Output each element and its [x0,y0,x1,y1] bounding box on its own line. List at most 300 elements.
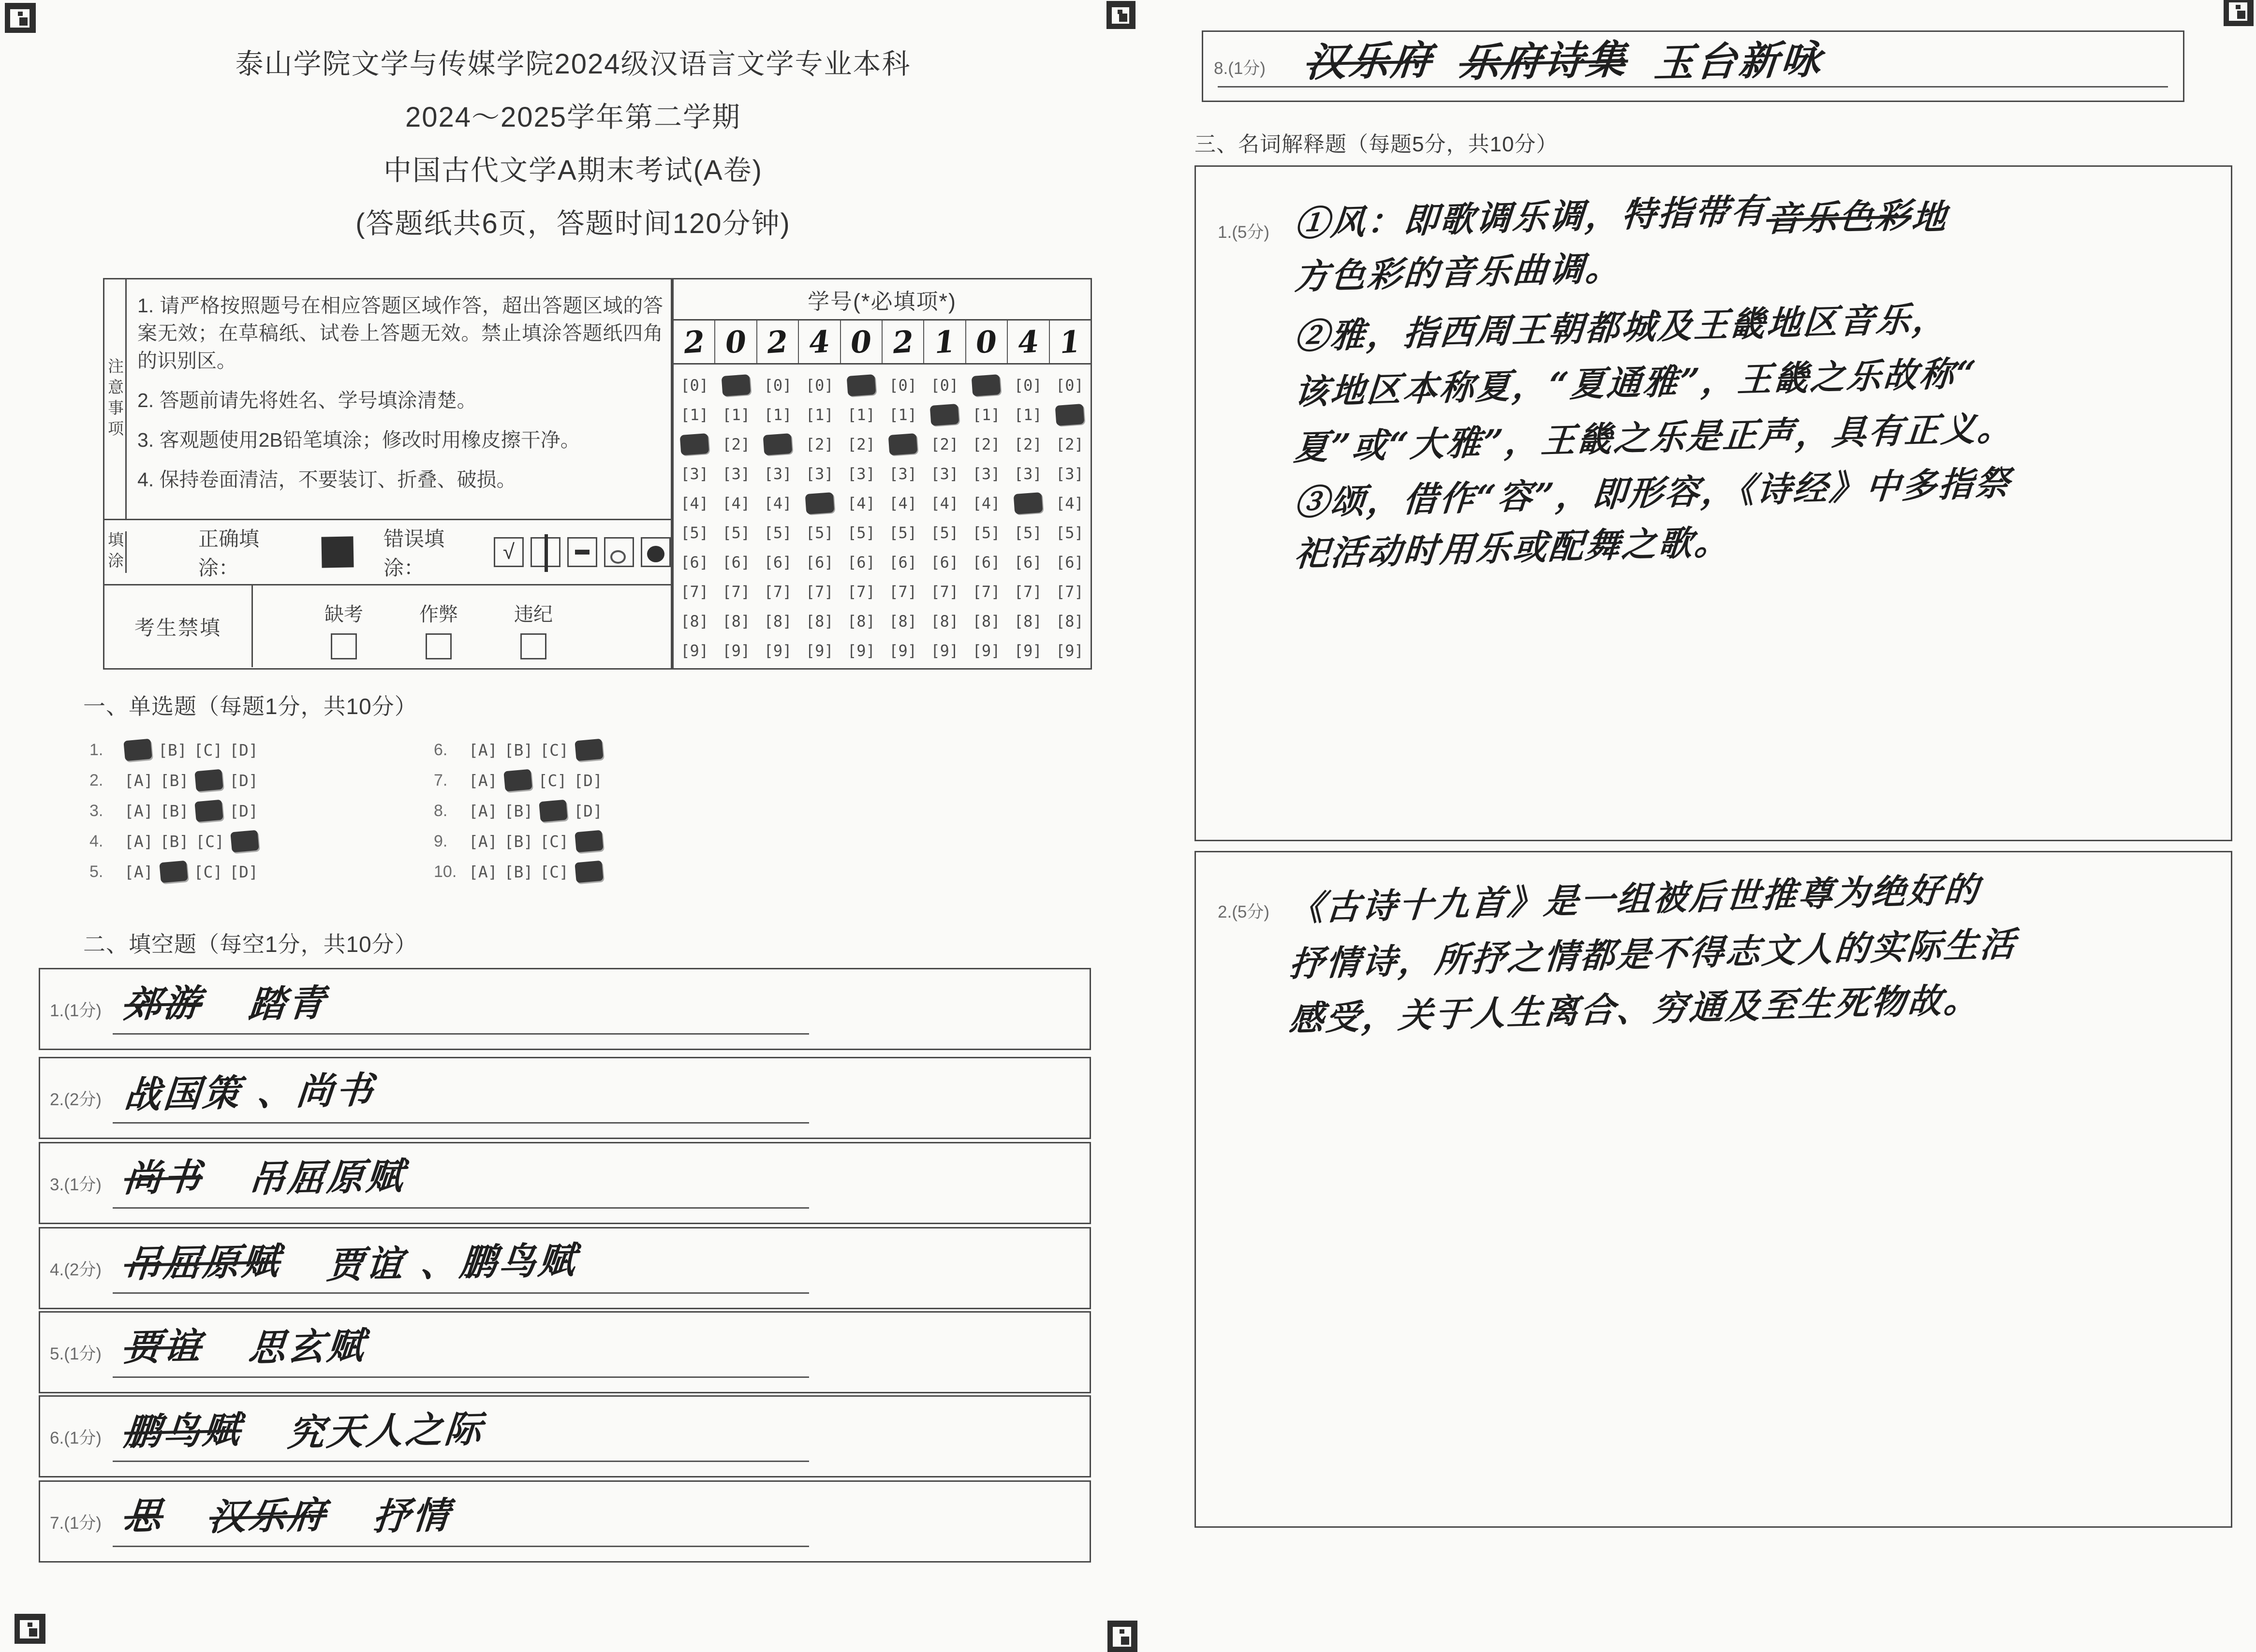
mc-question-row [89,861,265,883]
id-bubble: [9] [722,641,751,660]
mc-question-row [434,861,609,883]
term-label-2: 2.(5分) [1218,903,1269,921]
mc-filled-bubble [575,739,603,761]
corner-marker-bottom-left [15,1614,45,1644]
handwritten-answer-part: 思玄赋 [247,1324,369,1370]
id-bubble: [8] [722,612,751,630]
id-bubble: [6] [805,553,834,571]
answer-line [113,1207,809,1209]
mc-option: [A] [469,771,498,790]
id-bubble: [1] [847,405,875,424]
mc-option: [A] [469,862,498,881]
student-id-digit-cell [799,321,840,363]
wrong-mark-small-circle-icon [604,537,634,567]
id-bubble: [8] [847,612,875,630]
id-bubble: [8] [889,612,917,630]
mc-question-row [89,830,265,852]
student-id-digit-cell [841,321,883,363]
id-bubble: [2] [847,435,875,453]
mc-option: [D] [229,771,258,790]
mc-filled-bubble [194,800,223,822]
id-bubble: [5] [972,523,1001,542]
id-bubble: [0] [889,376,917,395]
handwritten-segment: 《古诗十九首》是一组被后世推尊为绝好的 [1287,869,1982,929]
student-id-digit-cell [924,321,966,363]
wrong-fill-label: 错误填涂： [383,527,445,579]
handwritten-answer-part: 玉台新咏 [1652,36,1825,87]
term-answer-box-1 [1194,165,2232,841]
mc-filled-bubble [123,739,152,761]
mc-filled-bubble [575,861,603,883]
fill-blank-box [39,1227,1091,1309]
mc-option: [C] [193,862,223,881]
id-bubble: [7] [972,582,1001,601]
id-bubble: [9] [889,641,917,660]
mc-option: [D] [574,801,603,820]
handwritten-answer-part: 战国策 、尚书 [122,1068,377,1117]
notice-table [103,278,672,670]
wrong-mark-bar-icon [531,537,560,567]
id-bubble: [7] [805,582,834,601]
blank-answer-8 [1307,30,1850,87]
handwritten-line [1295,300,2013,355]
mc-option: [A] [124,862,153,881]
id-bubble: [5] [847,523,875,542]
student-id-digit-cell [1050,321,1091,363]
handwritten-answer-part: 尚书 [122,1155,205,1200]
id-bubble: [7] [930,582,959,601]
mc-option: [B] [504,832,533,851]
id-bubble-filled [722,374,751,396]
handwritten-line [1292,462,2013,523]
id-bubble-filled [972,374,1001,396]
mc-option: [A] [469,801,498,820]
mc-option: [D] [574,771,603,790]
fill-blank-box [39,1057,1091,1139]
id-bubble: [1] [972,405,1001,424]
exam-title-line1: 泰山学院文学与传媒学院2024级汉语言文学专业本科 [235,48,911,80]
id-bubble: [0] [1014,376,1042,395]
student-id-digit-cell [1008,321,1049,363]
id-bubble: [6] [1055,553,1084,571]
id-bubble: [4] [972,494,1001,512]
handwritten-segment: 夏”或“大雅”，王畿之乐是正声，具有正义。 [1292,407,2016,468]
id-bubble: [1] [764,405,792,424]
wrong-mark-dash-icon [567,537,597,567]
fill-blank-label: 1.(1分) [50,1001,102,1020]
handwritten-digit: 2 [891,323,915,360]
mc-question-number: 9. [434,832,448,850]
id-bubble: [4] [680,494,708,512]
handwritten-answer-part: 踏青 [247,981,329,1026]
id-bubble: [9] [1014,641,1042,660]
handwritten-line [1295,190,2013,245]
id-bubble: [6] [764,553,792,571]
id-bubble: [7] [1014,582,1042,601]
id-bubble: [2] [972,435,1001,453]
forbidden-option [321,599,367,659]
id-bubble: [8] [680,612,708,630]
id-bubble: [9] [805,641,834,660]
answer-line [113,1033,809,1035]
section1-title: 一、单选题（每题1分，共10分） [83,694,417,719]
id-bubble: [2] [1014,435,1042,453]
forbidden-option-label: 违纪 [514,604,553,625]
fill-blank-box [39,968,1091,1050]
id-bubble: [6] [889,553,917,571]
notice-item: 4. 保持卷面清洁，不要装订、折叠、破损。 [137,468,516,491]
id-bubble: [0] [680,376,708,395]
id-bubble: [4] [847,494,875,512]
id-bubble-filled [930,404,959,426]
examinee-forbidden-label: 考生禁填 [104,585,253,667]
forbidden-option [415,599,462,659]
id-bubble: [6] [722,553,751,571]
mc-question-number: 2. [89,771,103,789]
handwritten-line [1287,869,2016,929]
handwritten-line [1295,521,2013,576]
handwritten-digit: 2 [766,323,790,360]
mc-option: [B] [158,740,187,760]
mc-question-number: 10. [434,862,457,881]
handwritten-answer-part: 鹏鸟赋 [122,1408,244,1454]
id-bubble [799,488,840,518]
notice-items [127,279,671,519]
fill-blank-label: 4.(2分) [50,1260,102,1279]
fill-blank-answer [122,1233,623,1287]
student-id-digit-cell [715,321,757,363]
handwritten-answer-part: 郊游 [122,981,205,1026]
fill-blank-label: 3.(1分) [50,1175,102,1194]
handwritten-digit: 4 [808,323,831,360]
mc-filled-bubble [539,800,567,822]
mc-question-row [89,800,265,822]
mc-question-row [434,800,609,822]
id-bubble: [3] [972,464,1001,483]
handwritten-answer-part: 究天人之际 [286,1407,486,1455]
id-bubble: [3] [680,464,708,483]
id-bubble: [8] [972,612,1001,630]
handwritten-answer-part: 汉乐府 [207,1493,329,1539]
id-bubble: [5] [930,523,959,542]
id-bubble: [1] [722,405,751,424]
id-bubble: [1] [889,405,917,424]
blank-box-8 [1202,30,2184,102]
fill-blank-answer [122,1317,413,1370]
mc-option: [B] [160,771,189,790]
mc-question-row [434,739,609,761]
mc-question-row [89,769,265,791]
mc-option: [B] [504,740,533,760]
id-bubble: [6] [680,553,708,571]
id-bubble: [7] [1055,582,1084,601]
handwritten-digit: 4 [1017,323,1040,360]
id-bubble: [6] [1014,553,1042,571]
id-bubble: [8] [1014,612,1042,630]
handwritten-line [1292,407,2016,468]
id-bubble: [6] [972,553,1001,571]
fill-blank-box [39,1395,1091,1477]
id-bubble: [5] [1014,523,1042,542]
id-bubble: [3] [1055,464,1084,483]
id-bubble: [9] [764,641,792,660]
student-id-digit-cell [966,321,1008,363]
handwritten-segment: ①风：即歌调乐调，特指带有 [1293,190,1769,244]
id-bubble: [7] [680,582,708,601]
id-bubble: [0] [805,376,834,395]
id-bubble: [3] [930,464,959,483]
mc-question-row [434,830,609,852]
mc-option: [A] [469,740,498,760]
mc-filled-bubble [159,861,188,883]
forbidden-checkbox [331,633,357,659]
student-id-digit-row [674,321,1091,365]
mc-option: [D] [229,862,258,881]
handwritten-answer-part: 吊屈原赋 [247,1154,408,1201]
mc-option: [A] [124,832,153,851]
term-answer-2-text [1287,869,2019,1039]
id-bubble: [7] [847,582,875,601]
handwritten-answer-part: 思 [122,1494,166,1538]
id-bubble: [3] [764,464,792,483]
id-bubble: [3] [722,464,751,483]
forbidden-option-label: 作弊 [419,604,458,625]
handwritten-digit: 0 [849,323,873,360]
fill-blank-answer [122,1063,421,1117]
id-bubble: [8] [1055,612,1084,630]
id-bubble: [3] [889,464,917,483]
handwritten-answer-part: 贾谊 [122,1324,205,1369]
section2-title: 二、填空题（每空1分，共10分） [83,932,417,957]
id-bubble: [4] [889,494,917,512]
mc-question-number: 7. [434,771,448,789]
wrong-fill-samples [494,537,671,567]
id-bubble [882,429,924,459]
id-bubble: [5] [722,523,751,542]
handwritten-digit: 1 [933,323,957,360]
mc-filled-bubble [194,769,223,792]
id-bubble: [0] [764,376,792,395]
notice-item: 1. 请严格按照题号在相应答题区域作答，超出答题区域的答案无效；在草稿纸、试卷上答题无效。禁止填涂答题纸四角的识别区。 [137,294,663,372]
id-bubble: [9] [930,641,959,660]
term-label-1: 1.(5分) [1218,223,1269,242]
id-bubble: [4] [722,494,751,512]
id-bubble: [2] [1055,435,1084,453]
mc-filled-bubble [575,830,603,853]
fill-blank-answer [122,1487,498,1539]
fill-blank-box [39,1311,1091,1393]
blank-label-8: 8.(1分) [1214,59,1266,78]
fill-blank-answer [122,974,373,1027]
mc-option: [D] [229,740,258,760]
id-bubble: [2] [805,435,834,453]
exam-title-line3: 中国古代文学A期末考试(A卷) [383,155,763,186]
term-answer-box-2 [1194,851,2232,1528]
id-bubble [1049,400,1091,429]
id-bubble: [6] [930,553,959,571]
answer-line [113,1122,809,1124]
id-bubble-filled [888,433,918,455]
exam-title-line2: 2024～2025学年第二学期 [405,102,741,133]
id-bubble: [7] [764,582,792,601]
id-bubble: [5] [889,523,917,542]
corner-marker-top-right [2224,0,2254,26]
fill-blank-answer [122,1402,530,1455]
handwritten-segment: 祀活动时用乐或配舞之歌。 [1293,521,1733,574]
mc-question-number: 1. [89,740,103,759]
id-bubble: [5] [1055,523,1084,542]
id-bubble [924,400,965,429]
handwritten-answer-part: 贾谊 、鹏鸟赋 [325,1238,580,1287]
id-bubble [757,429,798,459]
id-bubble-filled [1055,404,1084,426]
id-bubble [715,370,757,400]
wrong-mark-check-icon: √ [494,537,524,567]
mc-filled-bubble [503,769,532,792]
id-bubble-filled [805,492,834,514]
id-bubble: [9] [847,641,875,660]
wrong-mark-dot-icon [641,537,671,567]
id-bubble: [4] [930,494,959,512]
id-bubble [674,429,715,459]
id-bubble-filled [846,374,876,396]
mc-option: [C] [540,832,569,851]
answer-line [113,1376,809,1378]
fill-blank-label: 7.(1分) [50,1514,102,1533]
id-bubble: [3] [805,464,834,483]
id-bubble: [2] [722,435,751,453]
handwritten-digit: 2 [682,323,706,360]
correct-fill-sample-icon [321,536,354,568]
handwritten-segment: ③颂，借作“容”，即形容，《诗经》中多指祭 [1292,462,2013,523]
id-bubble: [9] [680,641,708,660]
fill-blank-answer [122,1148,452,1201]
id-bubble: [1] [1014,405,1042,424]
mc-option: [A] [124,771,153,790]
mc-option: [C] [540,862,569,881]
student-id-title: 学号(*必填项*) [674,279,1091,321]
id-bubble: [2] [930,435,959,453]
id-bubble: [8] [764,612,792,630]
notice-label: 注意事项 [104,279,127,519]
handwritten-answer-part: 乐府诗集 [1458,36,1630,87]
exam-title-line4: (答题纸共6页，答题时间120分钟) [355,208,791,239]
id-bubble: [8] [930,612,959,630]
id-bubble: [5] [805,523,834,542]
mc-option: [C] [538,771,567,790]
id-bubble: [8] [805,612,834,630]
student-id-panel [672,278,1092,670]
id-bubble: [4] [764,494,792,512]
id-bubble: [7] [722,582,751,601]
handwritten-segment: 感受，关于人生离合、穷通及至生死物故。 [1287,979,1982,1039]
student-id-bubble-grid [674,365,1091,665]
notice-item: 2. 答题前请先将姓名、学号填涂清楚。 [137,389,477,411]
id-bubble: [5] [764,523,792,542]
answer-line [113,1546,809,1547]
id-bubble: [3] [1014,464,1042,483]
notice-item: 3. 客观题使用2B铅笔填涂；修改时用橡皮擦干净。 [137,429,580,451]
mc-option: [B] [504,862,533,881]
mc-question-row [434,769,609,791]
section3-title: 三、名词解释题（每题5分，共10分） [1194,132,1558,156]
corner-marker-page1-top-right [1106,1,1135,29]
mc-option: [A] [124,801,153,820]
fill-blank-label: 2.(2分) [50,1090,102,1109]
forbidden-checkbox [520,633,546,659]
handwritten-segment: 该地区本称夏，“夏通雅”，王畿之乐故称“ [1292,352,1979,412]
mc-question-number: 6. [434,740,448,759]
fill-blank-box [39,1480,1091,1563]
mc-option: [C] [193,740,223,760]
handwritten-line [1287,979,2016,1039]
id-bubble: [5] [680,523,708,542]
mc-question-number: 4. [89,832,103,850]
id-bubble [1007,488,1049,518]
id-bubble: [4] [1055,494,1084,512]
mc-question-row [89,739,265,761]
handwritten-answer-part: 抒情 [371,1493,454,1538]
mc-option: [B] [160,832,189,851]
id-bubble-filled [763,433,793,455]
filling-label: 填涂 [104,531,127,573]
handwritten-segment: 方色彩的音乐曲调。 [1293,247,1624,297]
forbidden-option-label: 缺考 [324,604,363,625]
mc-question-number: 3. [89,801,103,820]
answer-line [113,1461,809,1462]
handwritten-segment: 音乐色彩 [1765,194,1914,240]
mc-filled-bubble [230,830,259,853]
id-bubble-filled [680,433,709,455]
handwritten-line [1287,923,2019,984]
student-id-digit-cell [757,321,799,363]
handwritten-segment: ②雅，指西周王朝都城及王畿地区音乐， [1293,298,1950,357]
id-bubble: [1] [680,405,708,424]
handwritten-segment: 地 [1910,196,1950,238]
corner-marker-top-left [5,3,36,33]
mc-option: [C] [195,832,224,851]
answer-line [113,1292,809,1294]
id-bubble: [9] [1055,641,1084,660]
id-bubble: [9] [972,641,1001,660]
mc-option: [A] [469,832,498,851]
correct-fill-label: 正确填涂： [198,527,260,579]
id-bubble-filled [1013,492,1043,514]
mc-option: [D] [229,801,258,820]
student-id-digit-cell [674,321,715,363]
handwritten-answer-part: 吊屈原赋 [122,1239,283,1286]
handwritten-answer-part: 汉乐府 [1305,37,1435,86]
term-answer-1-text [1292,190,2016,576]
handwritten-digit: 0 [724,323,748,360]
handwritten-line [1292,352,2013,412]
mc-question-number: 8. [434,801,448,820]
mc-question-number: 5. [89,862,103,881]
id-bubble: [0] [1055,376,1084,395]
handwritten-digit: 1 [1058,323,1082,360]
id-bubble [840,370,882,400]
id-bubble: [6] [847,553,875,571]
fill-blank-box [39,1142,1091,1224]
id-bubble: [0] [930,376,959,395]
forbidden-option [510,599,557,659]
id-bubble: [1] [805,405,834,424]
corner-marker-bottom-center [1107,1621,1137,1652]
id-bubble: [7] [889,582,917,601]
student-id-digit-cell [883,321,924,363]
handwritten-digit: 0 [974,323,999,360]
mc-option: [B] [504,801,533,820]
